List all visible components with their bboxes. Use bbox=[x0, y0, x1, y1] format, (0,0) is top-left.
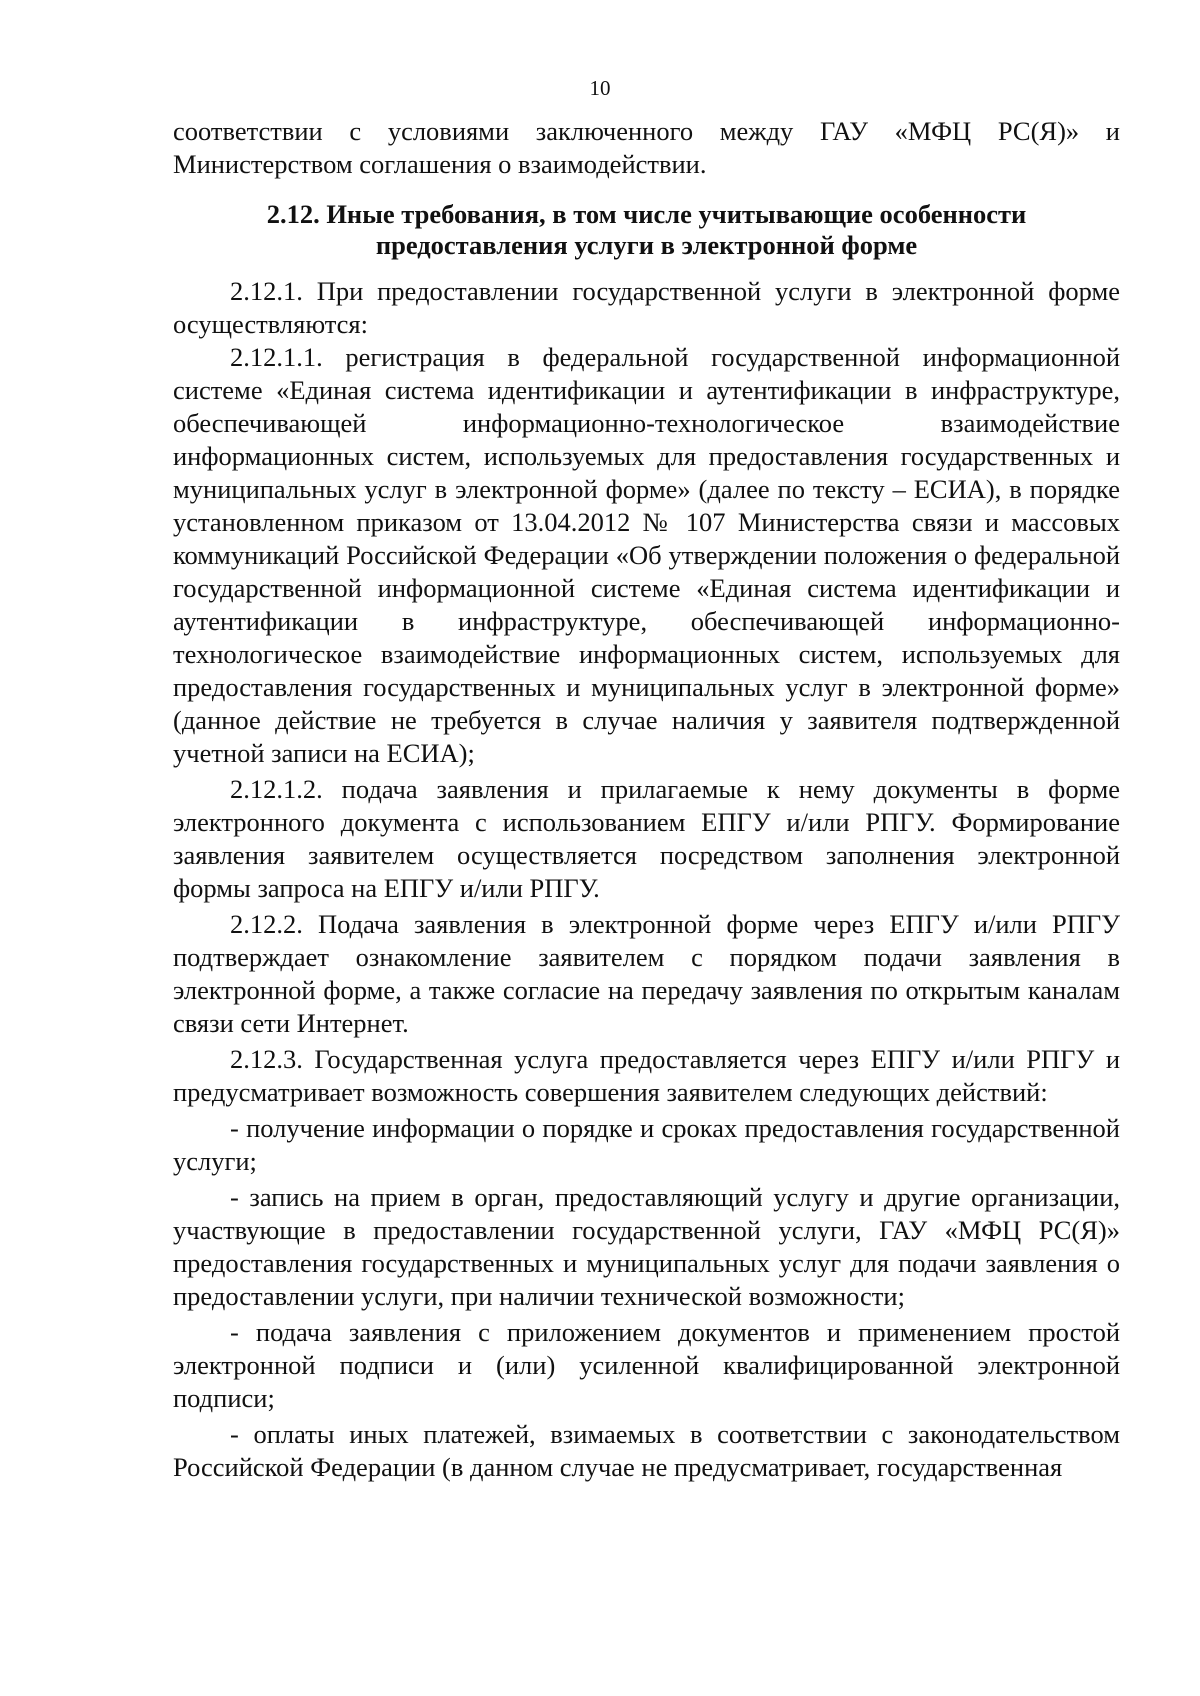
paragraph-2-12-2: 2.12.2. Подача заявления в электронной форме через ЕПГУ и/или РПГУ подтверждает ознакомление заявителем с порядком подачи заявления в электронной форме, а также согласие на передачу заявления по открытым каналам связи сети Интернет. bbox=[173, 909, 1120, 1038]
document-body bbox=[173, 115, 1120, 1484]
paragraph-2-12-1-2: 2.12.1.2. подача заявления и прилагаемые к нему документы в форме электронного документа с использованием ЕПГУ и/или РПГУ. Формирование заявления заявителем осуществляется посредством заполнения электронной формы запроса на ЕПГУ и/или РПГУ. bbox=[173, 774, 1120, 903]
section-heading-line-1: 2.12. Иные требования, в том числе учитывающие особенности bbox=[266, 199, 1027, 229]
opening-paragraph: соответствии с условиями заключенного между ГАУ «МФЦ РС(Я)» и Министерством соглашения о взаимодействии. bbox=[173, 116, 1120, 179]
section-heading-line-2: предоставления услуги в электронной форме bbox=[375, 230, 918, 260]
paragraph-2-12-3: 2.12.3. Государственная услуга предоставляется через ЕПГУ и/или РПГУ и предусматривает возможность совершения заявителем следующих действий: bbox=[173, 1044, 1120, 1107]
section-heading bbox=[173, 199, 1120, 261]
list-item: - получение информации о порядке и сроках предоставления государственной услуги; bbox=[173, 1113, 1120, 1176]
paragraph-2-12-1: 2.12.1. При предоставлении государственной услуги в электронной форме осуществляются: bbox=[173, 276, 1120, 339]
paragraph-2-12-1-1: 2.12.1.1. регистрация в федеральной государственной информационной системе «Единая система идентификации и аутентификации в инфраструктуре, обеспечивающей информационно-технологическое взаимодействие информационных систем, используемых для предоставления государственных и муниципальных услуг в электронной форме» (далее по тексту – ЕСИА), в порядке установленном приказом от 13.04.2012 № 107 Министерства связи и массовых коммуникаций Российской Федерации «Об утверждении положения о федеральной государственной информационной системе «Единая система идентификации и аутентификации в инфраструктуре, обеспечивающей информационно-технологическое взаимодействие информационных систем, используемых для предоставления государственных и муниципальных услуг в электронной форме» (данное действие не требуется в случае наличия у заявителя подтвержденной учетной записи на ЕСИА); bbox=[173, 342, 1120, 768]
list-item: - подача заявления с приложением документов и применением простой электронной подписи и (или) усиленной квалифицированной электронной подписи; bbox=[173, 1317, 1120, 1413]
list-item: - оплаты иных платежей, взимаемых в соответствии с законодательством Российской Федерации (в данном случае не предусматривает, государственная bbox=[173, 1419, 1120, 1482]
page-number: 10 bbox=[589, 76, 611, 100]
list-item: - запись на прием в орган, предоставляющий услугу и другие организации, участвующие в предоставлении государственной услуги, ГАУ «МФЦ РС(Я)» предоставления государственных и муниципальных услуг для подачи заявления о предоставлении услуги, при наличии технической возможности; bbox=[173, 1182, 1120, 1311]
